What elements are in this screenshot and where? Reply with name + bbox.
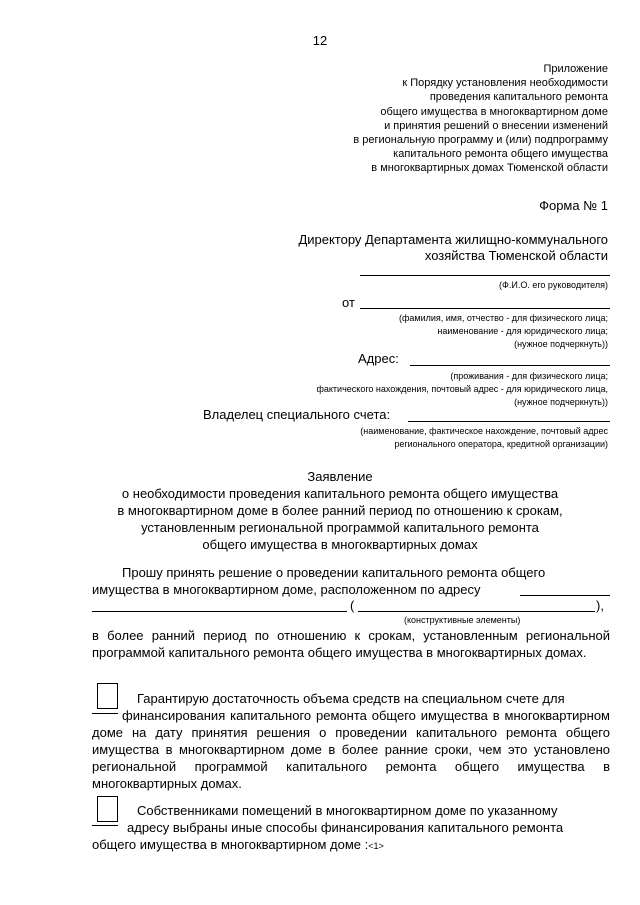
- address-hint: [240, 370, 608, 409]
- option-2-checkbox-underline: [92, 825, 118, 826]
- close-paren: ),: [596, 598, 604, 613]
- from-label: от: [342, 295, 355, 310]
- document-title: [40, 468, 640, 553]
- account-owner-blank-line[interactable]: [408, 421, 610, 422]
- appendix-block: [280, 62, 608, 176]
- addressee-line-1: Директору Департамента жилищно-коммунального: [298, 232, 608, 247]
- option-2-checkbox[interactable]: [97, 796, 118, 822]
- account-owner-hint-line: регионального оператора, кредитной организации): [394, 439, 608, 449]
- address-blank-line[interactable]: [410, 365, 610, 366]
- request-line-2: имущества в многоквартирном доме, расположенном по адресу: [92, 582, 481, 597]
- request-line-1: Прошу принять решение о проведении капитального ремонта общего: [122, 565, 546, 580]
- address-fill-line-2[interactable]: [92, 611, 347, 612]
- page-number: 12: [312, 33, 328, 48]
- from-hint-line: (фамилия, имя, отчество - для физического лица;: [398, 313, 608, 323]
- fio-blank-line[interactable]: [360, 275, 610, 276]
- title-line: общего имущества в многоквартирных домах: [202, 537, 478, 552]
- fio-hint: (Ф.И.О. его руководителя): [499, 280, 608, 290]
- option-2-text-third: [92, 836, 384, 855]
- account-owner-hint: [280, 425, 608, 451]
- option-1-checkbox[interactable]: [97, 683, 118, 709]
- appendix-line: Приложение: [543, 63, 608, 75]
- from-hint-line: (нужное подчеркнуть)): [514, 339, 608, 349]
- elements-fill-line[interactable]: [358, 611, 595, 612]
- request-continuation: в более ранний период по отношению к срокам, установленным региональной программой капитального ремонта общего имущества в многоквартирных домах.: [92, 628, 610, 660]
- address-fill-line[interactable]: [520, 595, 610, 596]
- appendix-line: общего имущества в многоквартирном доме: [380, 105, 608, 118]
- address-hint-line: (проживания - для физического лица;: [450, 371, 608, 381]
- from-hint: [330, 312, 608, 351]
- account-owner-hint-line: (наименование, фактическое нахождение, почтовый адрес: [360, 426, 608, 436]
- option-1-text-rest: финансирования капитального ремонта общего имущества в многоквартирном доме на дату принятия решения о проведении капитального ремонта общего имущества в многоквартирном доме в более ранние сроки, чем это установлено региональной программой капитального ремонта общего имущества в многоквартирных домах.: [92, 708, 610, 791]
- address-hint-line: фактического нахождения, почтовый адрес - для юридического лица,: [316, 384, 608, 394]
- form-label: Форма № 1: [539, 198, 608, 213]
- address-hint-line: (нужное подчеркнуть)): [514, 397, 608, 407]
- appendix-line: проведения капитального ремонта: [429, 91, 608, 104]
- addressee-line-2: хозяйства Тюменской области: [424, 248, 608, 263]
- title-line: установленным региональной программой капитального ремонта: [141, 520, 539, 535]
- appendix-line: в региональную программу и (или) подпрограмму: [353, 134, 608, 147]
- option-1-text-first: Гарантирую достаточность объема средств на специальном счете для: [137, 691, 565, 706]
- elements-hint: (конструктивные элементы): [404, 615, 521, 625]
- appendix-line: капитального ремонта общего имущества: [393, 148, 608, 161]
- option-2-text-first: Собственниками помещений в многоквартирном доме по указанному: [137, 803, 558, 818]
- appendix-line: и принятия решений о внесении изменений: [384, 119, 608, 132]
- appendix-line: к Порядку установления необходимости: [402, 77, 608, 90]
- footnote-ref[interactable]: <1>: [368, 841, 384, 851]
- address-label: Адрес:: [358, 351, 399, 366]
- title-heading: Заявление: [307, 469, 373, 484]
- account-owner-label: Владелец специального счета:: [203, 407, 391, 422]
- from-blank-line[interactable]: [360, 308, 610, 309]
- title-line: о необходимости проведения капитального ремонта общего имущества: [121, 486, 559, 501]
- from-hint-line: наименование - для юридического лица;: [437, 326, 608, 336]
- option-2-text-second: адресу выбраны иные способы финансирования капитального ремонта: [127, 820, 564, 835]
- option-2-text-third-label: общего имущества в многоквартирном доме :: [92, 837, 369, 852]
- title-line: в многоквартирном доме в более ранний период по отношению к срокам,: [117, 503, 563, 518]
- open-paren: (: [350, 598, 355, 613]
- appendix-line: в многоквартирных домах Тюменской области: [371, 162, 608, 175]
